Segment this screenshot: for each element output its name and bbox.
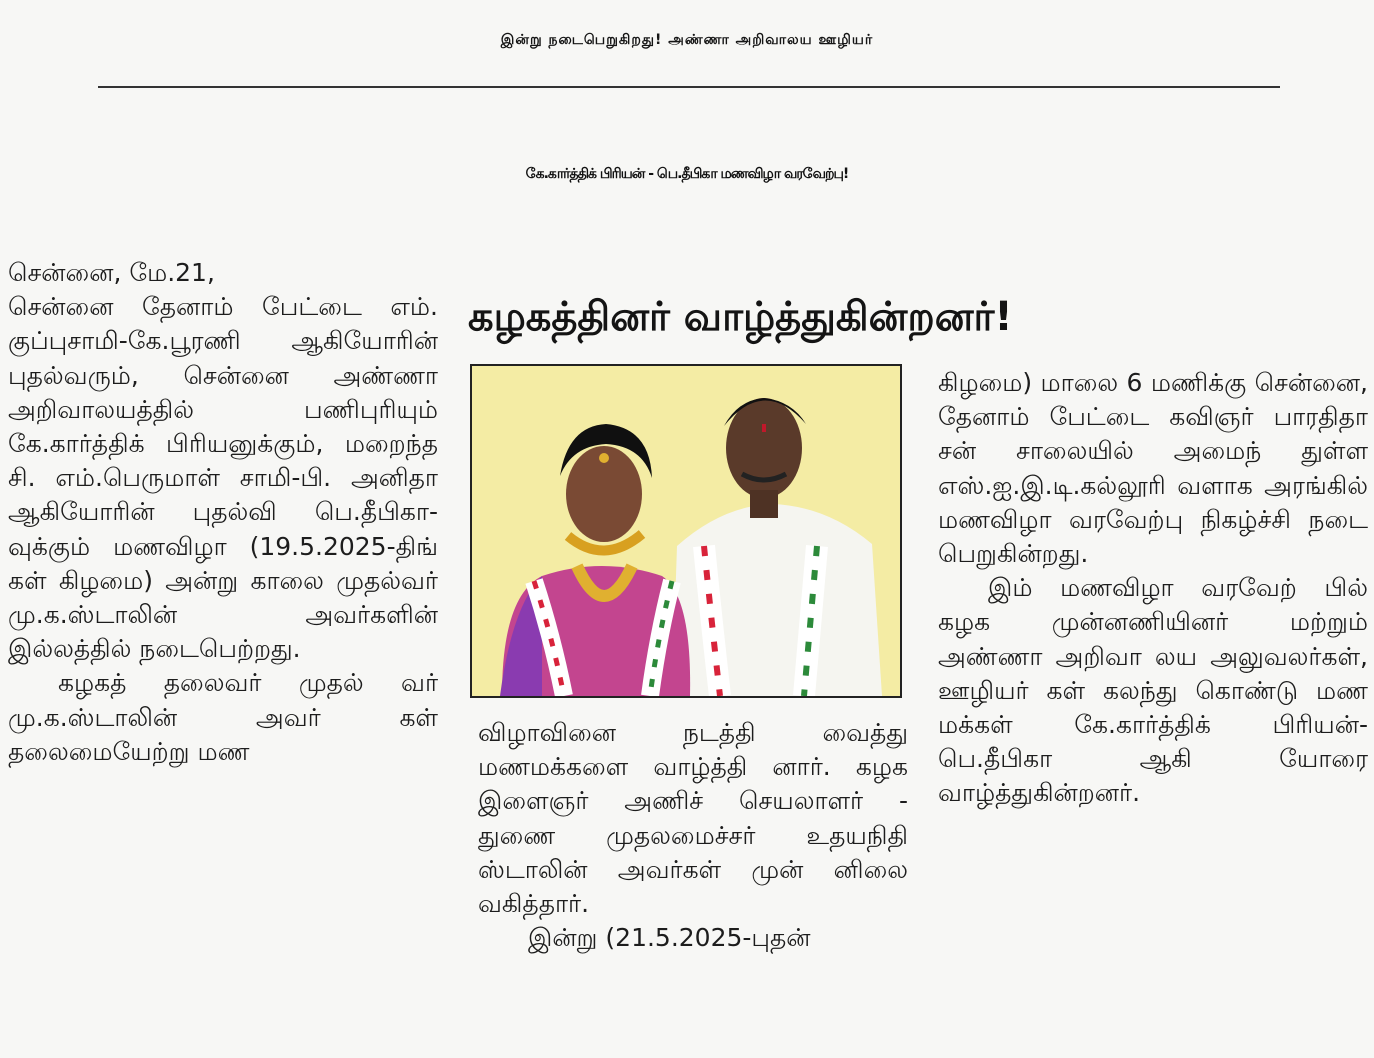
kicker-divider xyxy=(98,86,1280,88)
body-column-2 xyxy=(478,716,908,1058)
body-paragraph: விழாவினை நடத்தி வைத்து மணமக்களை வாழ்த்தி னார். கழக இளைஞர் அணிச் செயலாளர் - துணை முதலமைச்சர் உதயநிதி ஸ்டாலின் அவர்கள் முன் னிலை வகித்தார். xyxy=(478,718,908,919)
body-paragraph: கழகத் தலைவர் முதல் வர் மு.க.ஸ்டாலின் அவர் கள் தலைமையேற்று மண xyxy=(8,668,438,766)
body-column-1 xyxy=(8,256,438,1058)
body-paragraph: கிழமை) மாலை 6 மணிக்கு சென்னை, தேனாம் பேட்டை கவிஞர் பாரதிதா சன் சாலையில் அமைந் துள்ள எஸ்.ஐ.இ.டி.கல்லூரி வளாக அரங்கில் மணவிழா வரவேற்பு நிகழ்ச்சி நடை பெறுகின்றது. xyxy=(938,368,1368,569)
body-paragraph: இன்று (21.5.2025-புதன் xyxy=(528,923,811,953)
article-kicker: இன்று நடைபெறுகிறது! அண்ணா அறிவாலய ஊழியர் xyxy=(500,32,874,48)
body-paragraph: சென்னை, மே.21, சென்னை தேனாம் பேட்டை எம். குப்புசாமி-கே.பூரணி ஆகியோரின் புதல்வரும், சென்னை அண்ணா அறிவாலயத்தில் பணிபுரியும் கே.கார்த்திக் பிரியனுக்கும், மறைந்த சி. எம்.பெருமாள் சாமி-பி. அனிதா ஆகியோரின் புதல்வி பெ.தீபிகா-வுக்கும் மணவிழா (19.5.2025-திங் கள் கிழமை) அன்று காலை முதல்வர் மு.க.ஸ்டாலின் அவர்களின் இல்லத்தில் நடைபெற்றது. xyxy=(8,258,438,664)
article-headline: கே.கார்த்திக் பிரியன் - பெ.தீபிகா மணவிழா வரவேற்பு! xyxy=(525,166,849,182)
body-column-3 xyxy=(938,366,1368,1058)
article-subhead: கழகத்தினர் வாழ்த்துகின்றனர்! xyxy=(468,294,1013,340)
body-paragraph: இம் மணவிழா வரவேற் பில் கழக முன்னணியினர் மற்றும் அண்ணா அறிவா லய அலுவலர்கள், ஊழியர் கள் கலந்து கொண்டு மண மக்கள் கே.கார்த்திக் பிரியன்-பெ.தீபிகா ஆகி யோரை வாழ்த்துகின்றனர். xyxy=(938,573,1368,808)
couple-photo xyxy=(470,364,902,698)
couple-photo-illustration xyxy=(472,366,900,696)
